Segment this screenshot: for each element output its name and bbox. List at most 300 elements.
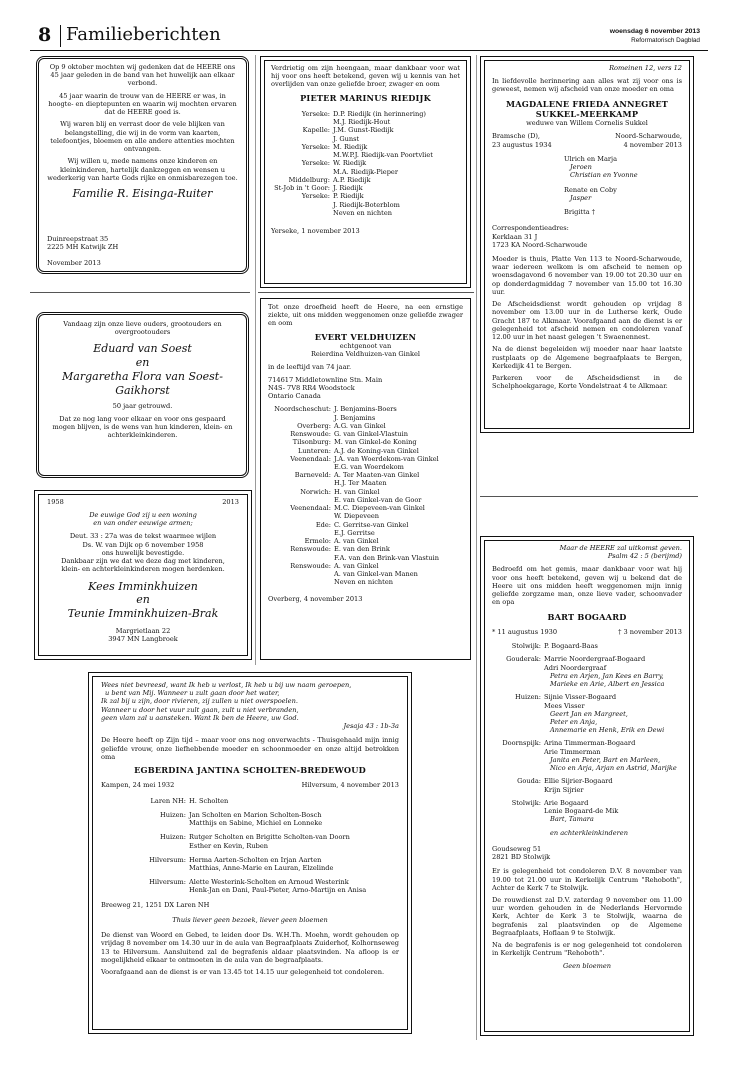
address-line: Kerklaan 31 J [492,232,538,241]
family-member: E.J. Gerritse [334,528,375,537]
family-place [492,764,544,772]
family-member: J. Riedijk [333,184,363,193]
family-row [101,886,399,894]
family-place [492,664,544,672]
family-member: E. van den Brink [334,545,390,554]
address-line: 714617 Middletownline Stn. Main [268,375,383,384]
family-line: Renate en Coby [564,185,617,194]
paragraph: De dienst van Woord en Gebed, te leiden door Ds. W.H.Th. Moehn, wordt gehouden op vrijdag 8 november om 14.30 uur in de aula van Begraafplaats Zuiderhof, Kolhornseweg 13 te Hilversum. Aansluitend zal de begrafenis aldaar plaatsvinden. Na afloop is er mogelijkheid elkaar te ontmoeten in de aula van de begraafplaats. [101,931,399,964]
family-row [271,151,460,159]
family-row [492,748,682,756]
family-place: Lunteren: [298,446,331,455]
separator [30,292,250,293]
family-place: Veenendaal: [290,504,331,513]
text-line: klein- en achterkleinkinderen mogen herdenken. [61,565,225,574]
family-member: H. van Ginkel [334,487,380,496]
death-date: 4 november 2013 [623,140,682,149]
family-row [492,718,682,726]
family-place: Yerseke: [301,192,330,201]
notice-sukkel [480,56,694,433]
family-member: Marieke en Arie, Albert en Jessica [550,680,665,689]
family-row [268,578,463,586]
family-row [268,521,463,529]
family-list [101,797,399,895]
family-place: Overberg: [297,421,331,430]
family-member: Janita en Peter, Bart en Marleen, [550,755,661,764]
notice-date: Overberg, 4 november 2013 [268,594,363,603]
quote-line: De euwige God zij u een woning [89,511,197,519]
family-place [101,819,189,827]
family-line: Ulrich en Marja [564,154,618,163]
family-place [268,554,334,562]
family-place [271,151,333,159]
family-member: W. Riedijk [333,159,367,168]
page-number: 8 [38,24,52,46]
family-row [101,833,399,841]
family-place: Yerseke: [301,109,330,118]
family-member: Geert Jan en Margreet, [550,709,628,718]
family-row [492,807,682,815]
family-place: Doornspijk: [502,739,541,748]
quote-line: Wees niet bevreesd, want Ik heb u verlost, Ik heb u bij uw naam geroepen, [101,681,352,689]
family-place: Veenendaal: [290,454,331,463]
family-member: A.J. de Koning-van Ginkel [334,446,419,455]
intro-text: Tot onze droefheid heeft de Heere, na een ernstige ziekte, uit ons midden weggenomen onze geliefde zwager en oom [268,303,463,328]
family-row [268,455,463,463]
family-row [492,655,682,663]
couple-name: Margaretha Flora van Soest-Gaikhorst [62,369,223,397]
intro-text: Bedroefd om het gemis, maar dankbaar voor wat hij voor ons heeft betekend, geven wij u bekend dat de Heere uit ons midden heeft weggenomen mijn innig geliefde zorgzame man, onze lieve vader, schoonvader en opa [492,565,682,607]
family-place [271,201,333,209]
family-member: Ellie Sijrier-Bogaard [544,777,613,786]
notice-body [492,544,682,970]
widow-text: weduwe van Willem Cornelis Sukkel [526,119,648,128]
family-member: F.A. van den Brink-van Vlastuin [334,553,439,562]
notice-body [47,63,238,205]
family-place: Huizen: [515,693,541,702]
family-row [268,447,463,455]
family-place [492,748,544,756]
family-place: Gouderak: [506,655,541,664]
notice-body [268,303,463,603]
family-row [492,710,682,718]
visit-note: Thuis liever geen bezoek, liever geen bloemen [172,915,328,924]
family-list [492,642,682,837]
address [47,235,118,251]
family-row [271,176,460,184]
family-member: A.G. van Ginkel [334,421,386,430]
family-place [492,756,544,764]
paragraph: Wij willen u, mede namens onze kinderen en kleinkinderen, hartelijk dankzeggen en wensen u wederkerig van harte Gods rijke en onmisbarezegen toe. [47,157,238,182]
family-member: Arie Timmerman [544,747,601,756]
family-member: A. van Ginkel-van Manen [334,570,418,579]
family-row [101,878,399,886]
family-row [271,209,460,217]
family-list [271,110,460,217]
paragraph: Wij waren blij en verrast door de vele blijken van belangstelling, die wij in de vorm van kaarten, telefoontjes, bloemen en alle andere attenties mochten ontvangen. [50,120,235,154]
family-row [271,143,460,151]
family-place [101,864,189,872]
family-place [271,118,333,126]
family-row [492,642,682,650]
year-end: 2013 [222,498,239,506]
paragraph: Op 9 oktober mochten wij gedenken dat de HEERE ons 45 jaar geleden in de band van het huwelijk aan elkaar verbond. [49,63,236,88]
family-line: Jeroen [570,163,592,172]
family-place [271,135,333,143]
paragraph: Er is gelegenheid tot condoleren D.V. 8 november van 19.00 tot 21.00 uur in Kerkelijk Centrum "Rehoboth", Achter de Kerk 7 te Stolwijk. [492,867,682,892]
age-text: in de leeftijd van 74 jaar. [268,363,352,372]
paragraph: Na de dienst begeleiden wij moeder naar haar laatste rustplaats op de Algemene begraafplaats te Bergen, Kerkedijk 41 te Bergen. [492,345,682,370]
family-place: St-Job in 't Goor: [274,184,330,193]
family-member: Alette Westerink-Scholten en Arnoud Westerink [189,878,349,887]
family-member: E. van Ginkel-van de Goor [334,495,422,504]
family-member: M.W.P.J. Riedijk-van Poortvliet [333,151,433,160]
notice-soest [36,312,249,478]
family-row [268,422,463,430]
family-place: Yerseke: [301,142,330,151]
deceased-name: BART BOGAARD [547,611,627,622]
family-row [268,438,463,446]
family-place [492,672,544,680]
couple-name: Eduard van Soest [93,342,192,356]
family-place [492,829,544,837]
family-member: G. van Ginkel-Vlastuin [334,430,409,439]
birth-date: 23 augustus 1934 [492,140,552,149]
family-row [268,463,463,471]
family-place: Huizen: [160,833,186,842]
family-row [101,797,399,805]
conjunction: en [135,356,150,370]
family-member: Neven en nichten [334,578,393,587]
family-member: Krijn Sijrier [544,785,584,794]
spouse-label: echtgenoot van [339,341,392,350]
header-date: woensdag 6 november 2013 [609,28,700,35]
couple-name: Teunie Imminkhuizen-Brak [67,607,219,621]
family-place: Stolwijk: [511,642,541,651]
family-member: Esther en Kevin, Ruben [189,841,268,850]
intro-text: Vandaag zijn onze lieve ouders, grootouders en overgrootouders [63,320,222,337]
family-member: J.A. van Woerdekom-van Ginkel [334,454,439,463]
family-row [492,786,682,794]
family-place: Noordscheschut: [274,405,331,414]
notice-scholten [88,672,412,1034]
dates-row [101,781,399,789]
family-member: P. Riedijk [333,192,364,201]
family-place: Yerseke: [301,159,330,168]
family-member: J. Riedijk-Boterblom [333,200,400,209]
notice-body [47,320,238,443]
family-place: Hilversum: [149,878,186,887]
family-place [492,726,544,734]
address-line: 3947 MN Langbroek [108,635,178,644]
family-place [268,529,334,537]
family-member: W. Diepeveen [334,512,380,521]
family-place: Hilversum: [149,855,186,864]
family-member: Annemarie en Henk, Erik en Dewi [550,726,665,735]
text-line: Dankbaar zijn we dat we deze dag met kinderen, [61,557,225,566]
family-row [492,829,682,837]
family-place: Stolwijk: [511,798,541,807]
family-place: Renswoude: [290,545,331,554]
paragraph: Dat ze nog lang voor elkaar en voor ons gespaard mogen blijven, is de wens van hun kinderen, klein- en achterkleinkinderen. [52,414,233,440]
family-row [271,168,460,176]
family-row [268,430,463,438]
family-place: Kapelle: [302,126,330,135]
paragraph: Moeder is thuis, Platte Ven 113 te Noord-Scharwoude, waar iedereen welkom is om afscheid te nemen op woensdagavond 6 november van 19.00 tot 20.30 uur en op donderdagmiddag 7 november van 15.00 tot 16.30 uur. [492,255,682,296]
death-date: † 3 november 2013 [618,627,682,636]
family-place [268,414,334,422]
family-member: Rutger Scholten en Brigitte Scholten-van Doorn [189,833,350,842]
family-member: M.A. Riedijk-Pieper [333,167,398,176]
family-row [271,126,460,134]
family-row [268,537,463,545]
deceased-name: SUKKEL-MEERKAMP [535,108,639,119]
family-row [271,159,460,167]
family-row [268,554,463,562]
spouse-name: Reierdina Veldhuizen-van Ginkel [310,350,421,359]
notice-date: Yerseke, 1 november 2013 [271,227,360,235]
family-line: Jasper [570,193,592,202]
conjunction: en [136,593,150,607]
family-row [492,756,682,764]
notice-body [101,681,399,980]
notice-veldhuizen [260,298,471,660]
family-row [492,702,682,710]
family-row [271,110,460,118]
family-row [101,819,399,827]
family-member: M. van Ginkel-de Koning [334,438,417,447]
family-row [492,764,682,772]
family-line: Christian en Yvonne [570,171,638,180]
family-row [492,672,682,680]
family-row [268,512,463,520]
family-row [101,811,399,819]
family-place: Middelburg: [288,175,330,184]
family-place: Norwich: [300,487,331,496]
family-row [101,856,399,864]
family-row [492,726,682,734]
deceased-name: EGBERDINA JANTINA SCHOLTEN-BREDEWOUD [134,765,366,776]
notice-body [492,64,682,395]
anniversary-text: 50 jaar getrouwd. [112,402,173,411]
column-divider [476,55,477,1040]
family-place [492,710,544,718]
family-member: A.P. Riedijk [333,175,371,184]
family-member: M.C. Diepeveen-van Ginkel [334,504,425,513]
year-start: 1958 [47,498,64,506]
deceased-name: PIETER MARINUS RIEDIJK [300,92,431,103]
family-place [492,815,544,823]
separator [258,292,474,293]
death-place: Noord-Scharwoude, [615,132,682,141]
intro-text: In liefdevolle herinnering aan alles wat zij voor ons is geweest, nemen wij afscheid van onze moeder en oma [492,77,682,94]
family-member: E.G. van Woerdekom [334,463,404,471]
family-place [492,702,544,710]
paragraph: De rouwdienst zal D.V. zaterdag 9 november om 11.00 uur worden gehouden in de Nederlands Hervormde Kerk, Achter de Kerk 3 te Stolwijk, waarna de begrafenis zal plaatsvinden op de Algemene Begraafplaats, Hoflaan 9 te Stolwijk. [492,895,682,937]
quote-line: en van onder eeuwige armen; [93,519,193,528]
family-place [492,786,544,794]
notice-body [45,511,241,643]
family-member: H. Scholten [189,796,229,805]
family-member: Marrie Noordergraaf-Bogaard [544,655,646,664]
family-place: Tilsonburg: [292,438,331,447]
deceased-name: MAGDALENE FRIEDA ANNEGRET [505,98,669,109]
column-divider [255,55,256,665]
family-member: C. Gerritse-van Ginkel [334,520,409,529]
intro-text: De Heere heeft op Zijn tijd – maar voor ons nog onverwachts - Thuisgehaald mijn innig geliefde vrouw, onze liefhebbende moeder en schoonmoeder en onze altijd betrokken oma [101,736,399,761]
family-row [268,529,463,537]
family-row [268,488,463,496]
family-member: A. Ter Maaten-van Ginkel [334,471,420,480]
notice-date: November 2013 [47,259,101,267]
family-place [492,807,544,815]
birth-date: * 11 augustus 1930 [492,627,558,636]
family-row [268,504,463,512]
family-member: D.P. Riedijk (in herinnering) [333,109,427,118]
family-row [268,545,463,553]
family-place [268,496,334,504]
family-place [268,512,334,520]
text-line: ons huwelijk bevestigde. [101,548,185,557]
address-line: 2821 BD Stolwijk [492,853,551,862]
family-place [101,842,189,850]
quote-line: geen vlam zal u aansteken. Want Ik ben de Heere, uw God. [101,713,299,722]
family-member: A. van Ginkel [334,561,379,570]
family-place: Renswoude: [290,561,331,570]
paragraph: 45 jaar waarin de trouw van de HEERE er was, in hoogte- en dieptepunten en waarin wij mochten ervaren dat de HEERE goed is. [48,91,237,117]
notice-bogaard [480,536,694,1036]
bible-verse: Psalm 42 : 5 (berijmd) [607,552,682,561]
family-place [271,168,333,176]
family-row [268,479,463,487]
address-line: Correspondentieadres: [492,224,569,233]
family-member: H.J. Ter Maaten [334,479,387,488]
header-paper: Reformatorisch Dagblad [631,37,700,44]
family-row [268,496,463,504]
family-row [492,664,682,672]
bible-verse: Jesaja 43 : 1b-3a [343,722,399,731]
family-row [101,842,399,850]
family-place: Ermelo: [304,537,331,546]
family-member: Matthijs en Sabine, Michiel en Lonneke [189,819,323,828]
notice-body [271,64,460,235]
quote-line: u bent van Mij. Wanneer u zult gaan door het water, [105,689,280,698]
family-place [268,479,334,487]
family-name: Familie R. Eisinga-Ruiter [72,187,213,201]
paragraph: De Afscheidsdienst wordt gehouden op vrijdag 8 november om 13.00 uur in de Lutherse kerk, Oude Gracht 187 te Alkmaar. Voorafgaand aan de dienst is er gelegenheid tot afscheid nemen en condoleren vanaf 12.00 uur in het naast gelegen 't Swaenennest. [492,300,682,342]
family-member: J. Benjamins [334,413,376,422]
notice-imminkhuizen [34,490,252,660]
family-member: Jan Scholten en Marion Scholten-Bosch [189,810,322,819]
text-line: Ds. W. van Dijk op 6 november 1958 [82,540,204,549]
family-member: Peter en Anja, [550,718,598,726]
family-member: Matthias, Anne-Marie en Lauran, Elzelinde [189,864,334,872]
family-row [492,739,682,747]
birth-date: Kampen, 24 mei 1932 [101,781,175,790]
family-member: Arie Bogaard [544,798,589,807]
family-row [268,414,463,422]
address-line: Breeweg 21, 1251 DX Laren NH [101,900,210,909]
bible-verse: Romeinen 12, vers 12 [609,64,682,72]
family-member: M.J. Riedijk-Hout [333,118,391,127]
family-row [268,471,463,479]
family-place [492,680,544,688]
address-line: Goudseweg 51 [492,844,542,853]
family-member: en achterkleinkinderen [550,828,628,837]
family-member: Herma Aarten-Scholten en Irjan Aarten [189,855,322,864]
family-row [492,777,682,785]
address-line: Duinreepstraat 35 [47,235,109,243]
family-place [268,578,334,586]
birth-place: Bramsche (D), [492,132,541,141]
intro-text: Verdrietig om zijn heengaan, maar dankbaar voor wat hij voor ons heeft betekend, geven wij u kennis van het overlijden van onze geliefde broer, zwager en oom [271,64,460,89]
family-member: A. van Ginkel [334,537,379,546]
family-list [564,155,682,216]
family-row [492,799,682,807]
family-place: Laren NH: [150,796,186,805]
family-member: Sijnie Visser-Bogaard [544,693,617,702]
family-member: Arina Timmerman-Bogaard [544,739,636,748]
section-title: Familieberichten [66,24,221,45]
quote-line: Wanneer u door het vuur zult gaan, zult u niet verbranden, [101,705,299,714]
family-place: Huizen: [160,810,186,819]
address-line: 1723 KA Noord-Scharwoude [492,240,588,249]
header-rule [30,50,708,51]
family-member: J. Benjamins-Boers [334,405,397,414]
death-date: Hilversum, 4 november 2013 [301,781,399,790]
address-line: N4S- 7V8 RR4 Woodstock [268,383,355,392]
family-row [271,135,460,143]
family-member: Mees Visser [544,701,585,710]
family-row [492,693,682,701]
family-place [492,718,544,726]
notice-riedijk [260,56,471,288]
family-row [271,201,460,209]
family-row [271,192,460,200]
family-row [268,405,463,413]
family-member: M. Riedijk [333,142,368,151]
paragraph: Voorafgaand aan de dienst is er van 13.45 tot 14.15 uur gelegenheid tot condoleren. [101,968,385,977]
family-member: Nico en Arja, Arjan en Astrid, Marijke [550,764,677,773]
paragraph: Na de begrafenis is er nog gelegenheid tot condoleren in Kerkelijk Centrum "Rehoboth". [492,941,682,958]
couple-name: Kees Imminkhuizen [88,579,198,593]
family-member: Neven en nichten [333,208,392,217]
family-list [268,405,463,586]
text-line: Deut. 33 : 27a was de tekst waarmee wijlen [69,532,217,541]
family-row [101,864,399,872]
notice-eisinga [36,56,249,274]
paragraph: Parkeren voor de Afscheidsdienst in de Schelphoekgarage, Korte Vondelstraat 4 te Alkmaar. [492,374,682,391]
address-line: 2225 MH Katwijk ZH [47,243,119,252]
family-place: Gouda: [517,777,541,786]
family-member: J.M. Gunst-Riedijk [333,126,394,135]
family-place [268,570,334,578]
address-line: Margrietlaan 22 [115,626,171,635]
quote-line: Ik zal bij u zijn, door rivieren, zij zullen u niet overspoelen. [101,697,298,706]
family-line: Brigitta † [564,208,596,217]
separator [480,496,698,497]
family-member: Lenie Bogaard-de Mik [544,807,619,816]
family-member: J. Gunst [333,134,360,143]
family-row [268,570,463,578]
family-place [271,209,333,217]
family-place [268,463,334,471]
address-line: Ontario Canada [268,392,321,401]
bible-verse: Maar de HEERE zal uitkomst geven. [559,544,682,552]
family-row [492,815,682,823]
family-row [492,680,682,688]
family-member: Adri Noordergraaf [544,663,607,672]
